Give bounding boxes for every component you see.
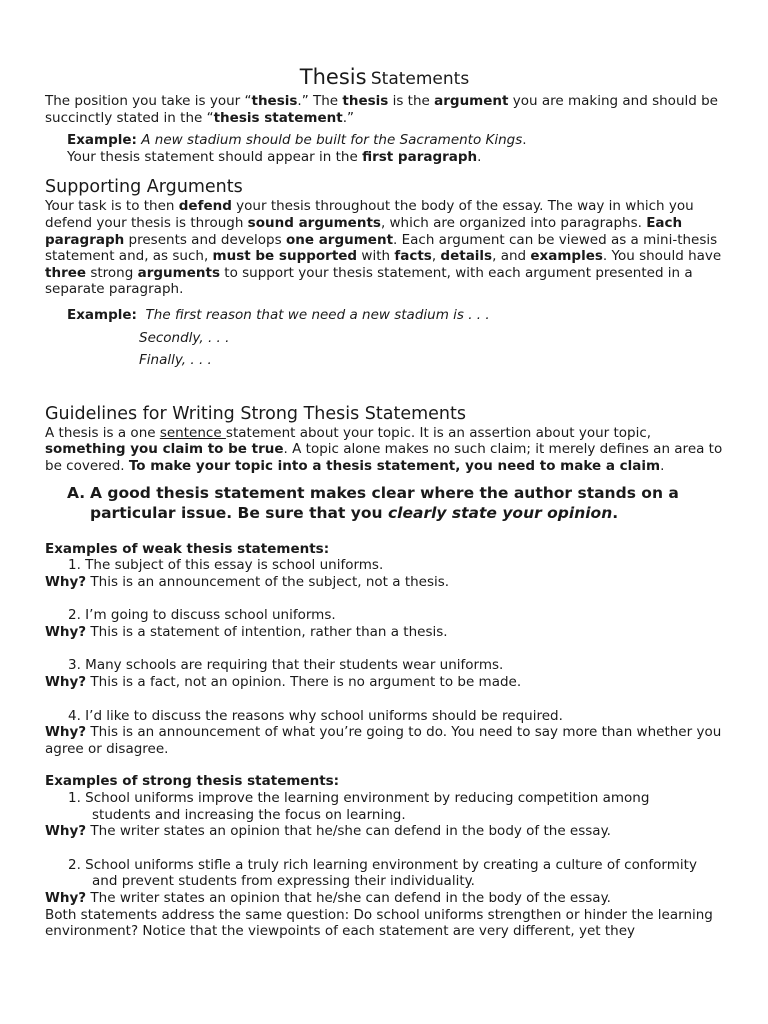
bold-argument: argument	[434, 93, 509, 109]
text-run: is the	[388, 93, 435, 109]
text-run: This is an announcement of the subject, not a thesis.	[86, 573, 450, 590]
bold-run: details	[440, 248, 493, 265]
strong-item-line2: students and increasing the focus on learning.	[92, 806, 406, 823]
text-run: with	[357, 248, 395, 265]
text-run: , and	[492, 248, 531, 265]
strong-item-1	[45, 790, 724, 840]
bold-thesis: thesis	[251, 93, 298, 109]
text-run: .	[660, 457, 665, 474]
bold-run: must be supported	[212, 248, 358, 265]
weak-examples-heading: Examples of weak thesis statements:	[45, 540, 330, 557]
text-run: presents and develops	[124, 231, 286, 248]
weak-item-text: 3. Many schools are requiring that their students wear uniforms.	[68, 657, 504, 674]
italic-run: clearly state your opinion	[387, 503, 613, 522]
underlined-sentence: sentence	[159, 424, 226, 441]
supporting-example-line3	[45, 352, 724, 369]
bold-thesis: thesis	[342, 93, 389, 109]
text-run: , which are organized into paragraphs.	[380, 214, 647, 231]
why-label: Why?	[45, 890, 87, 906]
text-run: The writer states an opinion that he/she can defend in the body of the essay.	[86, 823, 611, 840]
bold-run: defend	[178, 198, 232, 215]
text-run: The position you take is your “	[45, 93, 252, 109]
text-run: .	[477, 148, 482, 165]
text-run: to support your thesis statement, with each argument presented in a separate paragraph.	[45, 264, 693, 298]
text-run: This is a statement of intention, rather than a thesis.	[86, 623, 448, 640]
bold-run: Each paragraph	[45, 214, 683, 248]
strong-item-2	[45, 857, 724, 907]
strong-item-line2: and prevent students from expressing their individuality.	[92, 873, 475, 890]
bold-thesis-statement: thesis statement	[213, 109, 343, 126]
supporting-paragraph	[45, 198, 724, 298]
list-marker: A.	[67, 483, 86, 502]
example-line	[67, 132, 724, 149]
strong-item-why	[45, 823, 724, 840]
guidelines-paragraph	[45, 425, 724, 475]
strong-item-line1: 2. School uniforms stifle a truly rich learning environment by creating a culture of conformity	[68, 856, 697, 873]
page-title	[45, 0, 724, 90]
example-label: Example:	[67, 306, 137, 323]
bold-run: To make your topic into a thesis statement, you need to make a claim	[128, 457, 661, 474]
bold-run: examples	[530, 248, 603, 265]
weak-item-why	[45, 674, 724, 691]
text-run: Your thesis statement should appear in the	[67, 148, 363, 165]
example-block-1	[45, 132, 724, 165]
weak-item-why	[45, 574, 724, 591]
bold-run: sound arguments	[247, 214, 381, 231]
weak-item-text: 1. The subject of this essay is school uniforms.	[68, 557, 384, 574]
bold-first-paragraph: first paragraph	[362, 148, 478, 165]
supporting-example-line2	[45, 330, 724, 347]
guideline-a-line2	[67, 503, 724, 523]
text-run: Your task is to then	[45, 198, 179, 215]
bold-run: arguments	[137, 264, 220, 281]
guideline-a	[45, 483, 724, 523]
text-run: statement about your topic. It is an assertion about your topic,	[225, 424, 652, 441]
text-run: The writer states an opinion that he/she can defend in the body of the essay.	[86, 890, 611, 906]
example-text: A new stadium should be built for the Sacramento Kings	[136, 132, 523, 149]
title-part1: Thesis	[299, 65, 367, 89]
example-text: Secondly, . . .	[139, 329, 230, 346]
weak-item-why	[45, 624, 724, 641]
supporting-example-line1	[45, 307, 724, 324]
bold-run: one argument	[285, 231, 394, 248]
why-label: Why?	[45, 674, 87, 691]
bold-run: three	[45, 264, 87, 281]
weak-item-3	[45, 657, 724, 690]
text-run: .	[522, 132, 527, 149]
text-run: strong	[86, 264, 138, 281]
strong-item-line1: 1. School uniforms improve the learning environment by reducing competition among	[68, 790, 650, 807]
text-run: . You should have	[602, 248, 722, 265]
text-run: A thesis is a one	[45, 424, 160, 441]
weak-item-text: 2. I’m going to discuss school uniforms.	[68, 607, 336, 624]
text-run: your thesis throughout the body of the essay. The way in which you defend your thesis is through	[45, 198, 694, 231]
intro-paragraph	[45, 93, 724, 126]
first-paragraph-note	[67, 149, 724, 166]
text-run: A good thesis statement makes clear where the author stands on a	[90, 483, 679, 502]
text-run: ,	[431, 248, 441, 265]
heading-supporting-arguments: Supporting Arguments	[45, 177, 243, 198]
text-run: . Each argument can be viewed as a mini-thesis statement and, as such,	[45, 231, 718, 265]
weak-item-2	[45, 607, 724, 640]
text-run: .	[612, 503, 619, 522]
example-label: Example:	[67, 132, 137, 149]
why-label: Why?	[45, 623, 87, 640]
weak-item-4	[45, 708, 724, 758]
weak-item-why	[45, 724, 724, 757]
strong-examples-heading: Examples of strong thesis statements:	[45, 773, 340, 790]
text-run: you are making and should be succinctly stated in the “	[45, 93, 718, 126]
bold-run: facts	[394, 248, 432, 265]
text-run: This is a fact, not an opinion. There is no argument to be made.	[86, 674, 522, 691]
example-text: The first reason that we need a new stadium is . . .	[145, 306, 490, 323]
why-label: Why?	[45, 573, 87, 590]
strong-item-why	[45, 890, 724, 907]
bold-run: something you claim to be true	[45, 441, 284, 458]
weak-item-text: 4. I’d like to discuss the reasons why school uniforms should be required.	[68, 707, 563, 724]
heading-guidelines: Guidelines for Writing Strong Thesis Statements	[45, 403, 466, 424]
closing-paragraph: Both statements address the same question: Do school uniforms strengthen or hinder the learning environment? Notice that the viewpoints of each statement are very different, yet they	[45, 906, 713, 940]
guideline-a-line1	[67, 483, 724, 503]
example-text: Finally, . . .	[139, 352, 212, 369]
weak-item-1	[45, 557, 724, 590]
text-run: particular issue. Be sure that you	[90, 503, 388, 522]
why-label: Why?	[45, 724, 87, 741]
why-label: Why?	[45, 823, 87, 840]
text-run: .”	[342, 109, 355, 126]
text-run: . A topic alone makes no such claim; it merely defines an area to be covered.	[45, 441, 723, 474]
text-run: .” The	[297, 93, 343, 109]
text-run: This is an announcement of what you’re going to do. You need to say more than whether you agree or disagree.	[45, 724, 722, 757]
title-part2: Statements	[370, 69, 470, 89]
